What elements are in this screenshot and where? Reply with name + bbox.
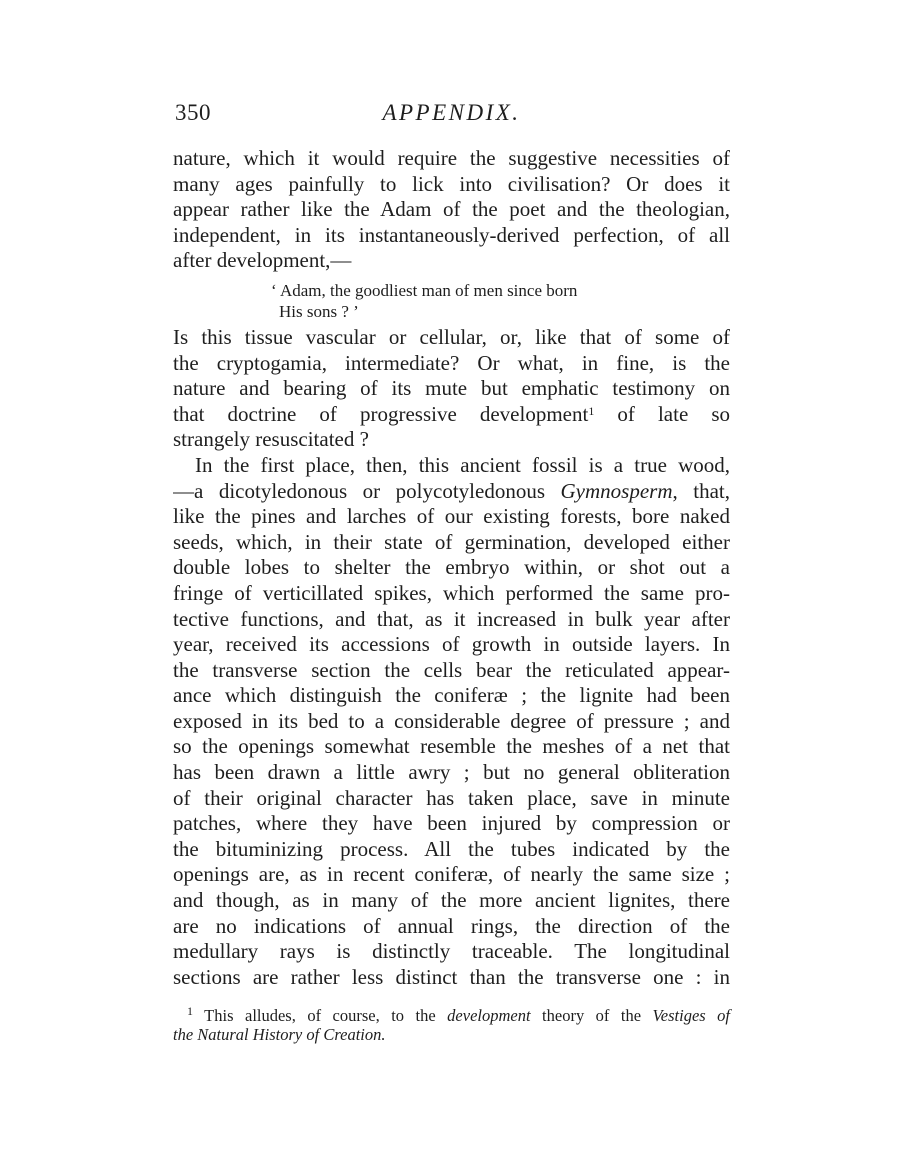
text-line [173, 402, 730, 428]
footnote-line: the Natural History of Creation. [173, 1025, 386, 1044]
text-line: like the pines and larches of our existing forests, bore naked [173, 504, 730, 529]
text-line: seeds, which, in their state of germination, developed either [173, 529, 730, 554]
text-line: medullary rays is distinctly traceable. The longitudinal [173, 939, 730, 964]
text-line: fringe of verticillated spikes, which performed the same pro- [173, 580, 730, 605]
text-run: This alludes, of course, to the [193, 1006, 448, 1025]
text-line: are no indications of annual rings, the direction of the [173, 913, 730, 938]
text-run: that doctrine of progressive development [173, 401, 589, 426]
text-line: In the first place, then, this ancient fossil is a true wood, [195, 452, 730, 477]
body-text [173, 146, 730, 990]
text-line: so the openings somewhat resemble the meshes of a net that [173, 734, 730, 759]
italic-term: development [447, 1006, 531, 1025]
text-line: and though, as in many of the more ancient lignites, there [173, 888, 730, 913]
text-line: the transverse section the cells bear the reticulated appear- [173, 657, 730, 682]
block-quote-line: ‘ Adam, the goodliest man of men since born [271, 280, 578, 300]
text-line: the cryptogamia, intermediate? Or what, in fine, is the [173, 350, 730, 375]
text-line: of their original character has taken place, save in minute [173, 785, 730, 810]
italic-title: Vestiges of [652, 1006, 730, 1025]
text-line: has been drawn a little awry ; but no general obliteration [173, 760, 730, 785]
text-line: independent, in its instantaneously-derived perfection, of all [173, 222, 730, 247]
text-line: openings are, as in recent coniferæ, of nearly the same size ; [173, 862, 730, 887]
page-number: 350 [175, 100, 211, 125]
text-line: tective functions, and that, as it increased in bulk year after [173, 606, 730, 631]
running-title: APPENDIX. [382, 100, 521, 125]
footnote [173, 1006, 730, 1044]
text-line: nature and bearing of its mute but emphatic testimony on [173, 376, 730, 401]
text-run: , that, [672, 478, 730, 503]
footnote-marker: 1 [187, 1004, 193, 1018]
page-header [175, 100, 728, 134]
text-line: appear rather like the Adam of the poet and the theologian, [173, 197, 730, 222]
text-line: double lobes to shelter the embryo within, or shot out a [173, 555, 730, 580]
text-run: —a dicotyledonous or polycotyledonous [173, 478, 561, 503]
text-line: patches, where they have been injured by compression or [173, 811, 730, 836]
text-line: Is this tissue vascular or cellular, or, like that of some of [173, 324, 730, 349]
text-run: theory of the [530, 1006, 653, 1025]
text-line: ance which distinguish the coniferæ ; the lignite had been [173, 683, 730, 708]
text-run: of late so [594, 401, 730, 426]
text-line: year, received its accessions of growth in outside layers. In [173, 632, 730, 657]
text-line: nature, which it would require the suggestive necessities of [173, 146, 730, 170]
footnote-reference: 1 [588, 403, 595, 418]
text-line: many ages painfully to lick into civilisation? Or does it [173, 171, 730, 196]
text-line: sections are rather less distinct than the transverse one : in [173, 964, 730, 989]
footnote-line [173, 1006, 730, 1025]
text-line: the bituminizing process. All the tubes indicated by the [173, 836, 730, 861]
italic-term: Gymnosperm [560, 478, 673, 503]
text-line: exposed in its bed to a considerable degree of pressure ; and [173, 708, 730, 733]
text-line: after development,— [173, 248, 352, 273]
text-line: strangely resuscitated ? [173, 427, 369, 452]
text-line [173, 479, 730, 505]
block-quote-line: His sons ? ’ [279, 301, 359, 321]
